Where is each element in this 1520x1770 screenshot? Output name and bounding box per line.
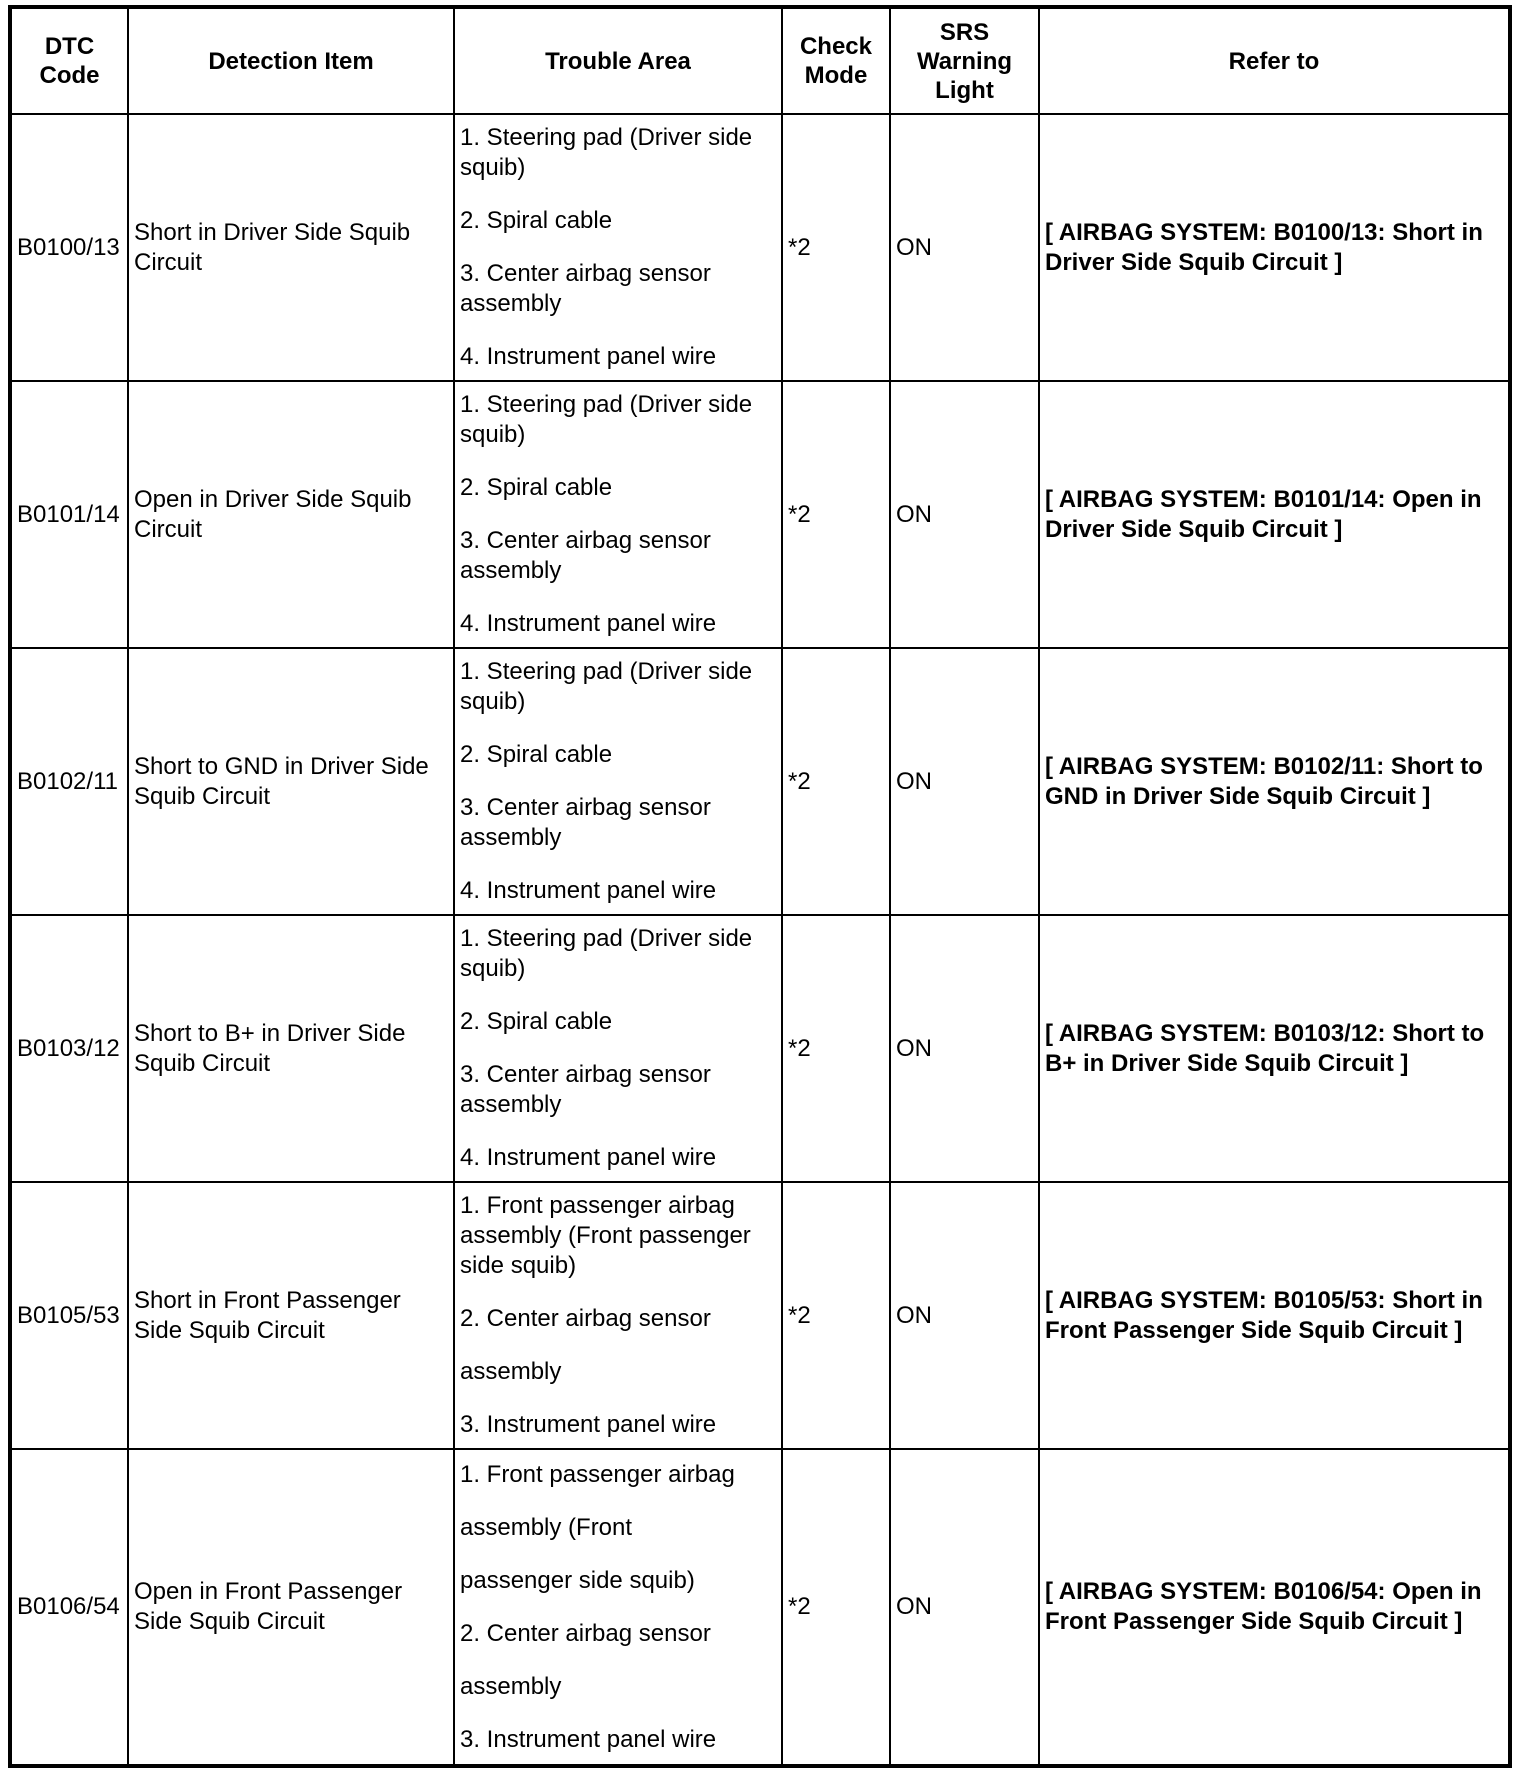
srs-warning-light-cell: ON: [890, 915, 1039, 1182]
table-row: [10, 1182, 1510, 1449]
refer-to-link[interactable]: [ AIRBAG SYSTEM: B0101/14: Open in Driver Side Squib Circuit ]: [1045, 485, 1482, 543]
trouble-area-item: 1. Front passenger airbag assembly (Front passenger side squib): [460, 1192, 751, 1279]
trouble-area-item: 3. Instrument panel wire: [460, 1411, 717, 1438]
trouble-area-item: assembly: [460, 1358, 562, 1385]
trouble-area-item: assembly: [460, 1672, 562, 1700]
dtc-code-cell: B0103/12: [10, 915, 128, 1182]
header-refer-to: Refer to: [1039, 7, 1510, 114]
detection-item-cell: Short in Driver Side Squib Circuit: [128, 114, 454, 381]
check-mode-cell: *2: [782, 381, 890, 648]
trouble-area-item: 1. Steering pad (Driver side squib): [460, 391, 753, 448]
refer-to-cell: [1039, 1182, 1510, 1449]
srs-warning-light-cell: ON: [890, 381, 1039, 648]
refer-to-cell: [1039, 648, 1510, 915]
srs-warning-light-cell: ON: [890, 1182, 1039, 1449]
trouble-area-item: 4. Instrument panel wire: [460, 1144, 717, 1171]
detection-item-cell: Short in Front Passenger Side Squib Circuit: [128, 1182, 454, 1449]
header-check-mode: Check Mode: [782, 7, 890, 114]
trouble-area-item: 3. Center airbag sensor assembly: [460, 527, 711, 584]
trouble-area-item: 1. Steering pad (Driver side squib): [460, 124, 753, 181]
trouble-area-item: 3. Center airbag sensor assembly: [460, 794, 711, 851]
header-detection-item: Detection Item: [128, 7, 454, 114]
dtc-code-cell: B0106/54: [10, 1449, 128, 1766]
table-body: [10, 114, 1510, 1766]
detection-item-cell: Open in Driver Side Squib Circuit: [128, 381, 454, 648]
trouble-area-item: 1. Front passenger airbag: [460, 1460, 735, 1488]
refer-to-cell: [1039, 114, 1510, 381]
refer-to-link[interactable]: [ AIRBAG SYSTEM: B0106/54: Open in Front Passenger Side Squib Circuit ]: [1045, 1578, 1482, 1635]
trouble-area-item: passenger side squib): [460, 1566, 695, 1594]
detection-item-cell: Open in Front Passenger Side Squib Circuit: [128, 1449, 454, 1766]
check-mode-cell: *2: [782, 915, 890, 1182]
table-row: [10, 915, 1510, 1182]
dtc-code-cell: B0102/11: [10, 648, 128, 915]
trouble-area-item: 2. Center airbag sensor: [460, 1305, 711, 1332]
header-dtc-code: DTC Code: [10, 7, 128, 114]
refer-to-cell: [1039, 915, 1510, 1182]
trouble-area-cell: [454, 915, 782, 1182]
srs-warning-light-cell: ON: [890, 1449, 1039, 1766]
refer-to-link[interactable]: [ AIRBAG SYSTEM: B0103/12: Short to B+ in Driver Side Squib Circuit ]: [1045, 1019, 1485, 1077]
trouble-area-item: 3. Center airbag sensor assembly: [460, 260, 711, 317]
dtc-code-cell: B0100/13: [10, 114, 128, 381]
refer-to-cell: [1039, 381, 1510, 648]
header-srs-warning-light: SRS Warning Light: [890, 7, 1039, 114]
trouble-area-item: 3. Instrument panel wire: [460, 1725, 717, 1753]
dtc-table: [8, 5, 1512, 1768]
trouble-area-item: 3. Center airbag sensor assembly: [460, 1061, 711, 1118]
trouble-area-cell: [454, 1182, 782, 1449]
trouble-area-item: 4. Instrument panel wire: [460, 877, 717, 904]
detection-item-cell: Short to B+ in Driver Side Squib Circuit: [128, 915, 454, 1182]
trouble-area-item: 2. Spiral cable: [460, 474, 613, 501]
trouble-area-cell: [454, 1449, 782, 1766]
trouble-area-cell: [454, 648, 782, 915]
trouble-area-cell: [454, 114, 782, 381]
trouble-area-item: 2. Spiral cable: [460, 1008, 613, 1035]
dtc-table-container: [8, 5, 1508, 1768]
srs-warning-light-cell: ON: [890, 648, 1039, 915]
table-row: [10, 1449, 1510, 1766]
dtc-code-cell: B0101/14: [10, 381, 128, 648]
header-trouble-area: Trouble Area: [454, 7, 782, 114]
table-row: [10, 648, 1510, 915]
trouble-area-item: 1. Steering pad (Driver side squib): [460, 925, 753, 982]
table-row: [10, 381, 1510, 648]
table-row: [10, 114, 1510, 381]
trouble-area-item: 4. Instrument panel wire: [460, 610, 717, 637]
refer-to-link[interactable]: [ AIRBAG SYSTEM: B0102/11: Short to GND in Driver Side Squib Circuit ]: [1045, 752, 1483, 810]
trouble-area-item: 2. Center airbag sensor: [460, 1619, 711, 1647]
srs-warning-light-cell: ON: [890, 114, 1039, 381]
trouble-area-item: 4. Instrument panel wire: [460, 343, 717, 370]
detection-item-cell: Short to GND in Driver Side Squib Circuit: [128, 648, 454, 915]
trouble-area-item: 1. Steering pad (Driver side squib): [460, 658, 753, 715]
trouble-area-cell: [454, 381, 782, 648]
check-mode-cell: *2: [782, 1182, 890, 1449]
refer-to-cell: [1039, 1449, 1510, 1766]
trouble-area-item: 2. Spiral cable: [460, 741, 613, 768]
table-header-row: [10, 7, 1510, 114]
refer-to-link[interactable]: [ AIRBAG SYSTEM: B0100/13: Short in Driver Side Squib Circuit ]: [1045, 218, 1483, 276]
check-mode-cell: *2: [782, 1449, 890, 1766]
check-mode-cell: *2: [782, 648, 890, 915]
refer-to-link[interactable]: [ AIRBAG SYSTEM: B0105/53: Short in Front Passenger Side Squib Circuit ]: [1045, 1286, 1483, 1344]
trouble-area-item: 2. Spiral cable: [460, 207, 613, 234]
check-mode-cell: *2: [782, 114, 890, 381]
trouble-area-item: assembly (Front: [460, 1513, 633, 1541]
dtc-code-cell: B0105/53: [10, 1182, 128, 1449]
